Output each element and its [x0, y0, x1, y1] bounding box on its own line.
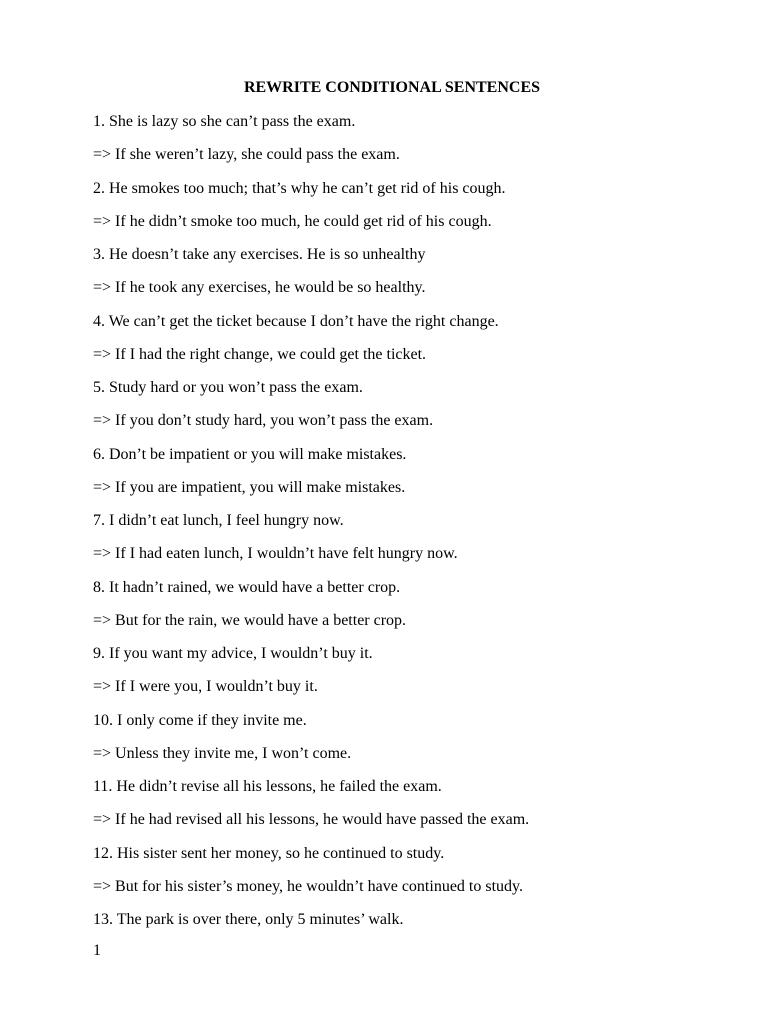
sentence-line: 10. I only come if they invite me.	[93, 711, 307, 729]
document-title: REWRITE CONDITIONAL SENTENCES	[243, 79, 541, 96]
page-number: 1	[93, 942, 101, 959]
answer-line: => If I had the right change, we could get the ticket.	[93, 345, 427, 363]
answer-line: => If she weren’t lazy, she could pass the exam.	[93, 146, 400, 164]
answer-line: => If he took any exercises, he would be so healthy.	[93, 279, 426, 297]
sentence-line: 8. It hadn’t rained, we would have a better crop.	[93, 578, 401, 596]
sentence-line: 3. He doesn’t take any exercises. He is so unhealthy	[93, 246, 426, 263]
sentence-line: 13. The park is over there, only 5 minutes’ walk.	[93, 911, 404, 928]
sentence-line: 2. He smokes too much; that’s why he can’t get rid of his cough.	[93, 179, 506, 197]
sentence-line: 12. His sister sent her money, so he continued to study.	[93, 844, 445, 862]
sentence-line: 4. We can’t get the ticket because I don’t have the right change.	[93, 312, 499, 330]
sentence-line: 9. If you want my advice, I wouldn’t buy it.	[93, 645, 373, 662]
answer-line: => Unless they invite me, I won’t come.	[93, 744, 352, 762]
answer-line: => But for the rain, we would have a better crop.	[93, 611, 407, 629]
answer-line: => If you are impatient, you will make mistakes.	[93, 478, 406, 496]
answer-line: => If he had revised all his lessons, he would have passed the exam.	[93, 811, 530, 829]
sentence-line: 7. I didn’t eat lunch, I feel hungry now.	[93, 512, 344, 529]
answer-line: => But for his sister’s money, he wouldn’t have continued to study.	[93, 877, 523, 895]
sentence-list	[93, 112, 529, 943]
answer-line: => If I were you, I wouldn’t buy it.	[93, 678, 318, 696]
sentence-line: 5. Study hard or you won’t pass the exam.	[93, 379, 363, 396]
sentence-line: 1. She is lazy so she can’t pass the exam.	[93, 113, 356, 130]
answer-line: => If he didn’t smoke too much, he could get rid of his cough.	[93, 212, 492, 230]
answer-line: => If you don’t study hard, you won’t pass the exam.	[93, 412, 434, 430]
sentence-line: 11. He didn’t revise all his lessons, he failed the exam.	[93, 778, 442, 795]
sentence-line: 6. Don’t be impatient or you will make mistakes.	[93, 445, 407, 463]
answer-line: => If I had eaten lunch, I wouldn’t have felt hungry now.	[93, 545, 458, 563]
